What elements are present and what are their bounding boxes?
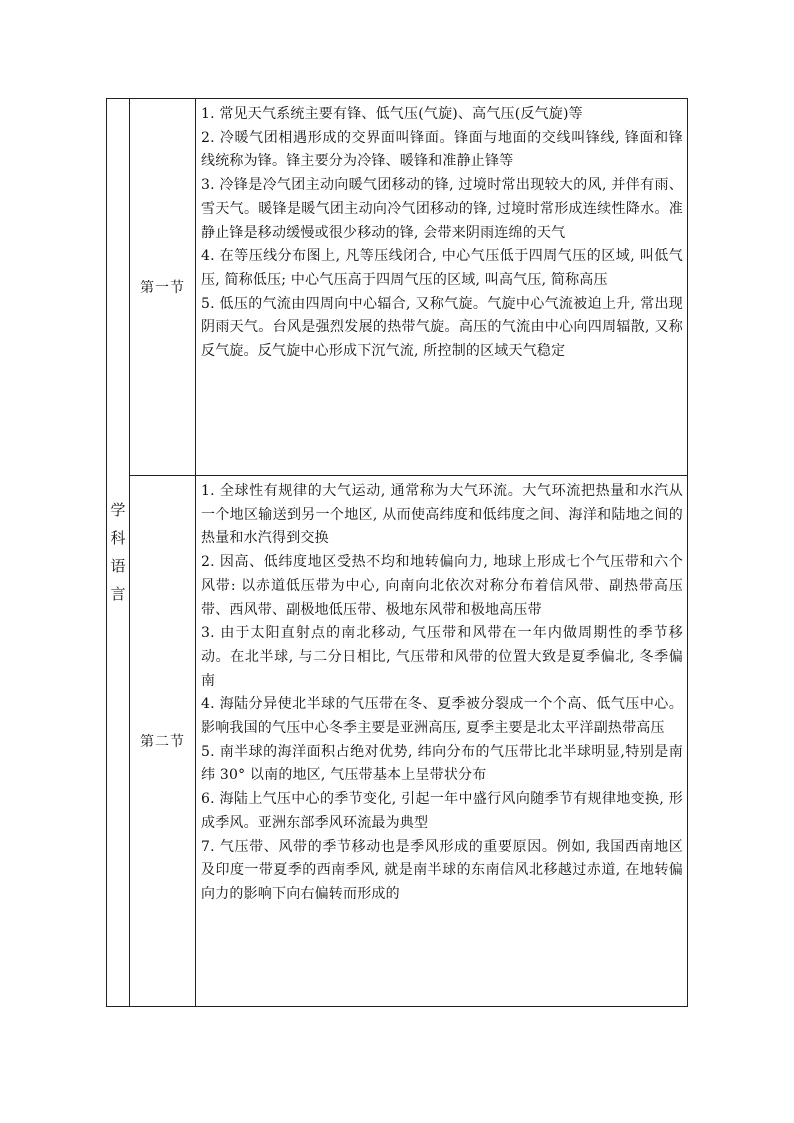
section-content-2 — [196, 476, 688, 1007]
table-row-section-1 — [107, 99, 688, 476]
list-item: 2. 冷暖气团相遇形成的交界面叫锋面。锋面与地面的交线叫锋线, 锋面和锋线统称为锋。锋主要分为冷锋、暖锋和准静止锋等 — [201, 129, 683, 170]
list-item: 5. 低压的气流由四周向中心辐合, 又称气旋。气旋中心气流被迫上升, 常出现阴雨天气。台风是强烈发展的热带气旋。高压的气流由中心向四周辐散, 又称反气旋。反气旋中心形成下沉气流, 所控制的区域天气稳定 — [201, 295, 683, 360]
discipline-language-table — [106, 98, 688, 1007]
vertical-label-char: 科 — [110, 529, 126, 547]
list-item: 5. 南半球的海洋面积占绝对优势, 纬向分布的气压带比北半球明显,特别是南纬 30° 以南的地区, 气压带基本上呈带状分布 — [201, 743, 683, 784]
list-item: 6. 海陆上气压中心的季节变化, 引起一年中盛行风向随季节有规律地变换, 形成季风。亚洲东部季风环流最为典型 — [201, 791, 683, 831]
vertical-label-char: 学 — [110, 501, 126, 519]
section-content-1 — [196, 99, 688, 476]
list-item: 1. 常见天气系统主要有锋、低气压(气旋)、高气压(反气旋)等 — [201, 106, 583, 122]
list-item: 7. 气压带、风带的季节移动也是季风形成的重要原因。例如, 我国西南地区及印度一带夏季的西南季风, 就是南半球的东南信风北移越过赤道, 在地转偏向力的影响下向右偏转而形成的 — [201, 838, 683, 902]
list-item: 1. 全球性有规律的大气运动, 通常称为大气环流。大气环流把热量和水汽从一个地区输送到另一个地区, 从而使高纬度和低纬度之间、海洋和陆地之间的热量和水汽得到交换 — [201, 483, 683, 547]
list-item: 4. 在等压线分布图上, 凡等压线闭合, 中心气压低于四周气压的区域, 叫低气压, 简称低压; 中心气压高于四周气压的区域, 叫高气压, 简称高压 — [201, 248, 683, 288]
list-item: 4. 海陆分异使北半球的气压带在冬、夏季被分裂成一个个高、低气压中心。影响我国的气压中心冬季主要是亚洲高压, 夏季主要是北太平洋副热带高压 — [201, 696, 683, 737]
vertical-label-char: 言 — [110, 585, 126, 603]
list-item: 3. 冷锋是冷气团主动向暖气团移动的锋, 过境时常出现较大的风, 并伴有雨、雪天气。暖锋是暖气团主动向冷气团移动的锋, 过境时常形成连续性降水。准静止锋是移动缓慢或很少移动的锋, 会带来阴雨连绵的天气 — [201, 177, 683, 241]
list-item: 3. 由于太阳直射点的南北移动, 气压带和风带在一年内做周期性的季节移动。在北半球, 与二分日相比, 气压带和风带的位置大致是夏季偏北, 冬季偏南 — [201, 625, 683, 689]
section-label-1: 第一节 — [130, 99, 196, 476]
vertical-label-cell — [107, 99, 130, 1007]
list-item: 2. 因高、低纬度地区受热不均和地转偏向力, 地球上形成七个气压带和六个风带: 以赤道低压带为中心, 向南向北依次对称分布着信风带、副热带高压带、西风带、副极地低压带、极地东风带和极地高压带 — [201, 554, 683, 618]
section-label-2: 第二节 — [130, 476, 196, 1007]
table-row-section-2 — [107, 476, 688, 1007]
vertical-label-char: 语 — [110, 557, 126, 575]
